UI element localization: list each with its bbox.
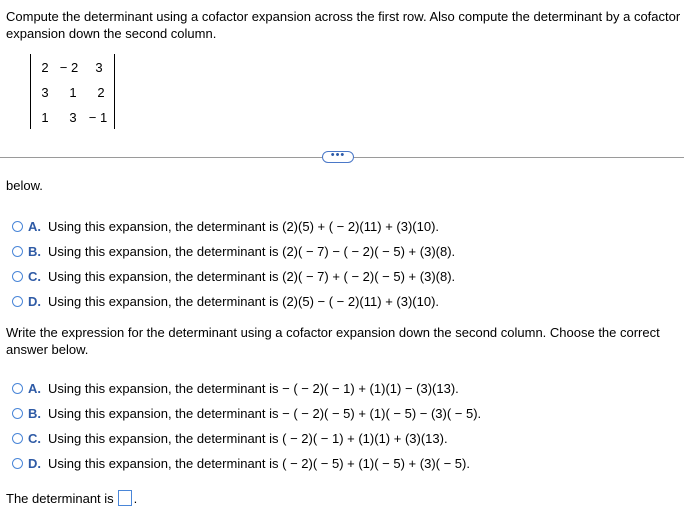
radio-button[interactable] xyxy=(12,271,23,282)
matrix-cell: 2 xyxy=(97,85,105,100)
part2-option-c[interactable] xyxy=(12,429,448,447)
option-letter: B. xyxy=(28,243,41,259)
answer-suffix: . xyxy=(133,490,138,506)
radio-button[interactable] xyxy=(12,458,23,469)
option-letter: D. xyxy=(28,293,41,309)
matrix-cell: 2 xyxy=(41,60,49,75)
answer-row xyxy=(6,490,137,506)
question-prompt: Compute the determinant using a cofactor expansion across the first row. Also compute the determinant by a cofactor expansion down the second column. xyxy=(6,9,681,41)
matrix-cell: − 1 xyxy=(88,110,108,125)
matrix-cell: 3 xyxy=(41,85,49,100)
matrix-right-bar xyxy=(114,54,115,129)
matrix-cell: 1 xyxy=(41,110,49,125)
part1-option-a[interactable] xyxy=(12,217,439,235)
option-text: Using this expansion, the determinant is ( − 2)( − 5) + (1)( − 5) + (3)( − 5). xyxy=(48,455,470,471)
radio-button[interactable] xyxy=(12,408,23,419)
option-letter: C. xyxy=(28,268,41,284)
matrix xyxy=(30,54,115,129)
part2-prompt: Write the expression for the determinant using a cofactor expansion down the second column. Choose the correct answer below. xyxy=(6,325,660,357)
option-text: Using this expansion, the determinant is (2)(5) + ( − 2)(11) + (3)(10). xyxy=(48,218,440,234)
option-letter: C. xyxy=(28,430,41,446)
option-letter: D. xyxy=(28,455,41,471)
option-text: Using this expansion, the determinant is (2)( − 7) + ( − 2)( − 5) + (3)(8). xyxy=(48,268,456,284)
matrix-cell: 1 xyxy=(69,85,77,100)
radio-button[interactable] xyxy=(12,383,23,394)
option-text: Using this expansion, the determinant is (2)( − 7) − ( − 2)( − 5) + (3)(8). xyxy=(48,243,456,259)
part2-option-d[interactable] xyxy=(12,454,470,472)
option-text: Using this expansion, the determinant is − ( − 2)( − 5) + (1)( − 5) − (3)( − 5). xyxy=(48,405,482,421)
part1-option-c[interactable] xyxy=(12,267,455,285)
answer-label: The determinant is xyxy=(6,490,114,506)
matrix-cell: 3 xyxy=(69,110,77,125)
radio-button[interactable] xyxy=(12,221,23,232)
option-letter: A. xyxy=(28,380,41,396)
matrix-left-bar xyxy=(30,54,31,129)
option-text: Using this expansion, the determinant is (2)(5) − ( − 2)(11) + (3)(10). xyxy=(48,293,440,309)
option-text: Using this expansion, the determinant is ( − 2)( − 1) + (1)(1) + (3)(13). xyxy=(48,430,448,446)
determinant-answer-input[interactable] xyxy=(118,490,132,506)
option-letter: A. xyxy=(28,218,41,234)
radio-button[interactable] xyxy=(12,433,23,444)
part1-prompt-tail: below. xyxy=(6,178,43,193)
part1-option-b[interactable] xyxy=(12,242,455,260)
radio-button[interactable] xyxy=(12,246,23,257)
part2-option-b[interactable] xyxy=(12,404,481,422)
radio-button[interactable] xyxy=(12,296,23,307)
expand-more-button[interactable]: ••• xyxy=(322,151,354,163)
part2-option-a[interactable] xyxy=(12,379,459,397)
option-letter: B. xyxy=(28,405,41,421)
part1-option-d[interactable] xyxy=(12,292,439,310)
option-text: Using this expansion, the determinant is − ( − 2)( − 1) + (1)(1) − (3)(13). xyxy=(48,380,459,396)
matrix-cell: − 2 xyxy=(59,60,79,75)
matrix-cell: 3 xyxy=(95,60,103,75)
